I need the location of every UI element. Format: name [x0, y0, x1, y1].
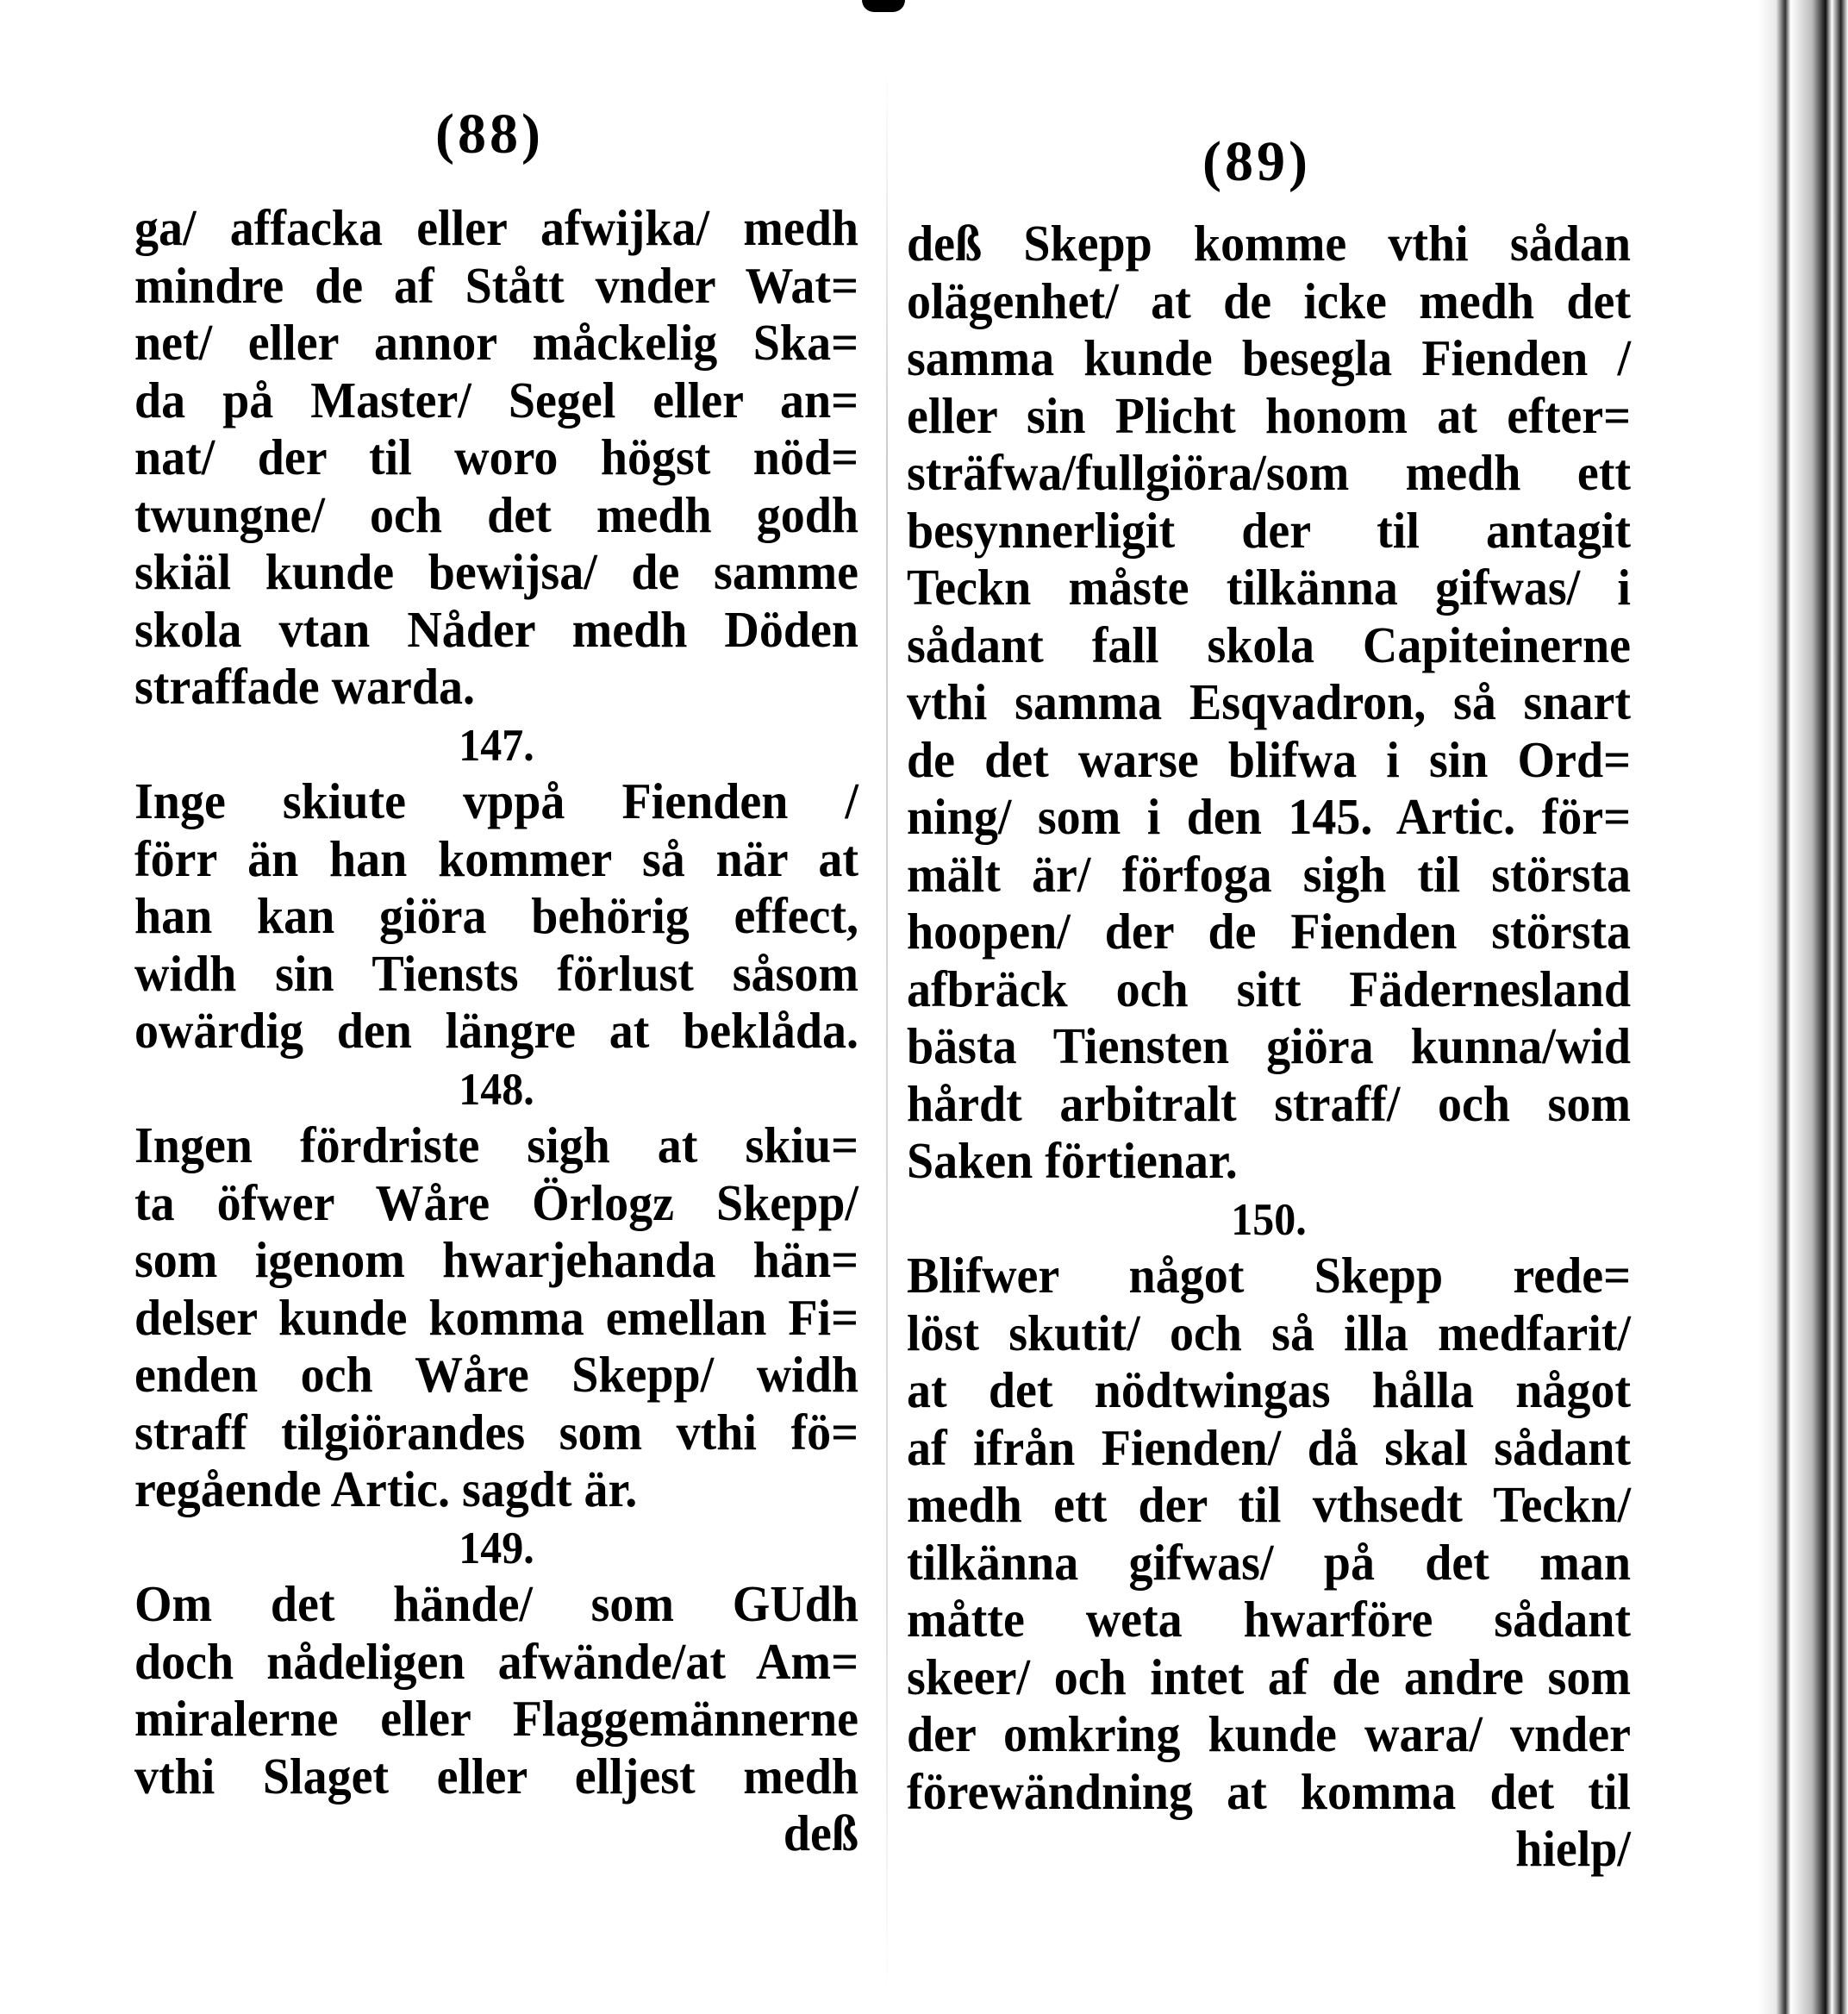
page-gutter: [886, 69, 888, 2000]
text-line: widh sin Tiensts förlust såsom: [134, 945, 858, 1003]
text-line: enden och Wåre Skepp/ widh: [134, 1347, 858, 1404]
page-number-right: (89): [1202, 130, 1311, 193]
text-line: eller sin Plicht honom at efter=: [907, 387, 1631, 445]
text-line: förr än han kommer så när at: [134, 830, 858, 888]
text-line: deß: [783, 1805, 858, 1862]
text-line: Ingen fördriste sigh at skiu=: [134, 1117, 858, 1174]
text-line: mält är/ förfoga sigh til största: [907, 846, 1631, 904]
text-line: miralerne eller Flaggemännerne: [134, 1691, 858, 1748]
text-line: Om det hände/ som GUdh: [134, 1576, 858, 1633]
text-line: vthi Slaget eller elljest medh: [134, 1748, 858, 1805]
text-line: de det warse blifwa i sin Ord=: [907, 731, 1631, 789]
text-line: af ifrån Fienden/ då skal sådant: [907, 1419, 1631, 1477]
text-line: samma kunde besegla Fienden /: [907, 330, 1631, 387]
text-line: twungne/ och det medh godh: [134, 486, 858, 544]
text-line: delser kunde komma emellan Fi=: [134, 1289, 858, 1347]
text-line: regående Artic. sagdt är.: [134, 1461, 638, 1518]
text-line: mindre de af Stått vnder Wat=: [134, 257, 858, 315]
article-number: 150.: [1231, 1193, 1307, 1244]
article-number: 148.: [459, 1063, 534, 1114]
text-line: ta öfwer Wåre Örlogz Skepp/: [134, 1174, 858, 1232]
text-line: sådant fall skola Capiteinerne: [907, 616, 1631, 674]
text-line: net/ eller annor måckelig Ska=: [134, 315, 858, 372]
text-line: hoopen/ der de Fienden största: [907, 904, 1631, 960]
left-page-text: [134, 200, 858, 1863]
text-line: medh ett der til vthsedt Teckn/: [907, 1477, 1631, 1534]
text-line: ning/ som i den 145. Artic. för=: [907, 789, 1631, 846]
text-line: doch nådeligen afwände/at Am=: [134, 1633, 858, 1691]
text-line: besynnerligit der til antagit: [907, 502, 1631, 560]
article-number: 147.: [459, 719, 534, 770]
text-line: afbräck och sitt Fädernesland: [907, 960, 1631, 1018]
text-line: at det nödtwingas hålla något: [907, 1362, 1631, 1419]
text-line: skiäl kunde bewijsa/ de samme: [134, 544, 858, 601]
text-line: löst skutit/ och så illa medfarit/: [907, 1304, 1631, 1362]
text-line: owärdig den längre at beklåda.: [134, 1003, 858, 1060]
text-line: bästa Tiensten giöra kunna/wid: [907, 1018, 1631, 1075]
text-line: hårdt arbitralt straff/ och som: [907, 1075, 1631, 1133]
right-page-text: [907, 216, 1631, 1879]
text-line: tilkänna gifwas/ på det man: [907, 1534, 1631, 1592]
text-line: ga/ affacka eller afwijka/ medh: [134, 200, 858, 257]
text-line: straff tilgiörandes som vthi fö=: [134, 1404, 858, 1461]
text-line: Teckn måste tilkänna gifwas/ i: [907, 560, 1631, 616]
text-line: måtte weta hwarföre sådant: [907, 1592, 1631, 1648]
text-line: straffade warda.: [134, 659, 476, 716]
text-line: som igenom hwarjehanda hän=: [134, 1232, 858, 1289]
text-line: deß Skepp komme vthi sådan: [907, 216, 1631, 272]
page-number-left: (88): [435, 103, 544, 166]
text-line: sträfwa/fullgiöra/som medh ett: [907, 445, 1631, 502]
text-line: hielp/: [1515, 1821, 1631, 1878]
text-line: skeer/ och intet af de andre som: [907, 1648, 1631, 1706]
text-line: olägenhet/ at de icke medh det: [907, 272, 1631, 330]
text-line: Inge skiute vppå Fienden /: [134, 773, 858, 830]
text-line: vthi samma Esqvadron, så snart: [907, 674, 1631, 731]
text-line: Blifwer något Skepp rede=: [907, 1248, 1631, 1304]
text-line: skola vtan Nåder medh Döden: [134, 601, 858, 659]
text-line: nat/ der til woro högst nöd=: [134, 429, 858, 486]
book-binding-edge: [1758, 0, 1848, 2014]
text-line: da på Master/ Segel eller an=: [134, 372, 858, 429]
text-line: der omkring kunde wara/ vnder: [907, 1706, 1631, 1763]
text-line: förewändning at komma det til: [907, 1763, 1631, 1821]
article-number: 149.: [459, 1522, 534, 1573]
binding-mark: [862, 0, 905, 12]
text-line: Saken förtienar.: [907, 1133, 1238, 1190]
text-line: han kan giöra behörig effect,: [134, 888, 858, 945]
